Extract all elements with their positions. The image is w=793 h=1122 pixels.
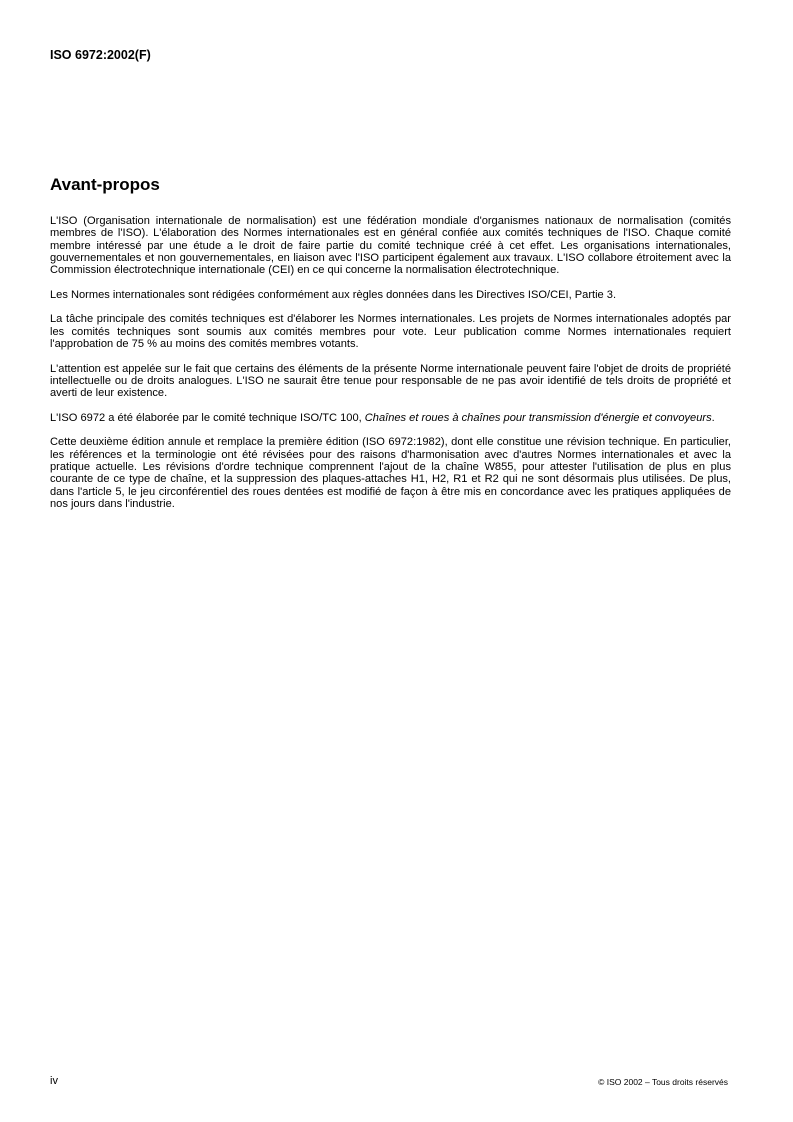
paragraph-patent-rights: L'attention est appelée sur le fait que certains des éléments de la présente Norme internationale peuvent faire l'objet de droits de propriété intellectuelle ou de droits analogues. L'ISO ne saurait être tenue pour responsable de ne pas avoir identifié de tels droits de propriété et averti de leur existence. [50, 362, 731, 400]
paragraph-revision: Cette deuxième édition annule et remplace la première édition (ISO 6972:1982), dont elle constitue une révision technique. En particulier, les références et la terminologie ont été révisées pour des raisons d'harmonisation avec d'autres Normes internationales et avec la pratique actuelle. Les révisions d'ordre technique comprennent l'ajout de la chaîne W855, pour attester l'utilisation de plus en plus courante de ce type de chaîne, et la suppression des plaques-attaches H1, H2, R1 et R2 qui ne sont désormais plus utilisées. De plus, dans l'article 5, le jeu circonférentiel des roues dentées est modifié de façon à être mis en concordance avec les pratiques appliquées de nos jours dans l'industrie. [50, 436, 731, 510]
copyright-notice: © ISO 2002 – Tous droits réservés [598, 1077, 728, 1087]
document-id: ISO 6972:2002(F) [50, 48, 151, 62]
committee-title: Chaînes et roues à chaînes pour transmission d'énergie et convoyeurs [364, 411, 712, 424]
section-title: Avant-propos [50, 175, 160, 194]
page-number: iv [50, 1075, 58, 1087]
paragraph-iso-overview: L'ISO (Organisation internationale de normalisation) est une fédération mondiale d'organismes nationaux de normalisation (comités membres de l'ISO). L'élaboration des Normes internationales est en général confiée aux comités techniques de l'ISO. Chaque comité membre intéressé par une étude a le droit de faire partie du comité technique créé à cet effet. Les organisations internationales, gouvernementales et non gouvernementales, en liaison avec l'ISO participent également aux travaux. L'ISO collabore étroitement avec la Commission électrotechnique internationale (CEI) en ce qui concerne la normalisation électrotechnique. [50, 215, 731, 277]
committee-suffix: . [711, 411, 715, 424]
foreword-body [50, 215, 731, 510]
paragraph-committee [50, 412, 731, 424]
paragraph-main-task: La tâche principale des comités techniques est d'élaborer les Normes internationales. Les projets de Normes internationales adoptés par les comités techniques sont soumis aux comités membres pour vote. Leur publication comme Normes internationales requiert l'approbation de 75 % au moins des comités membres votants. [50, 313, 731, 350]
paragraph-directives: Les Normes internationales sont rédigées conformément aux règles données dans les Directives ISO/CEI, Partie 3. [50, 288, 617, 301]
committee-prefix: L'ISO 6972 a été élaborée par le comité technique ISO/TC 100, [50, 411, 365, 424]
